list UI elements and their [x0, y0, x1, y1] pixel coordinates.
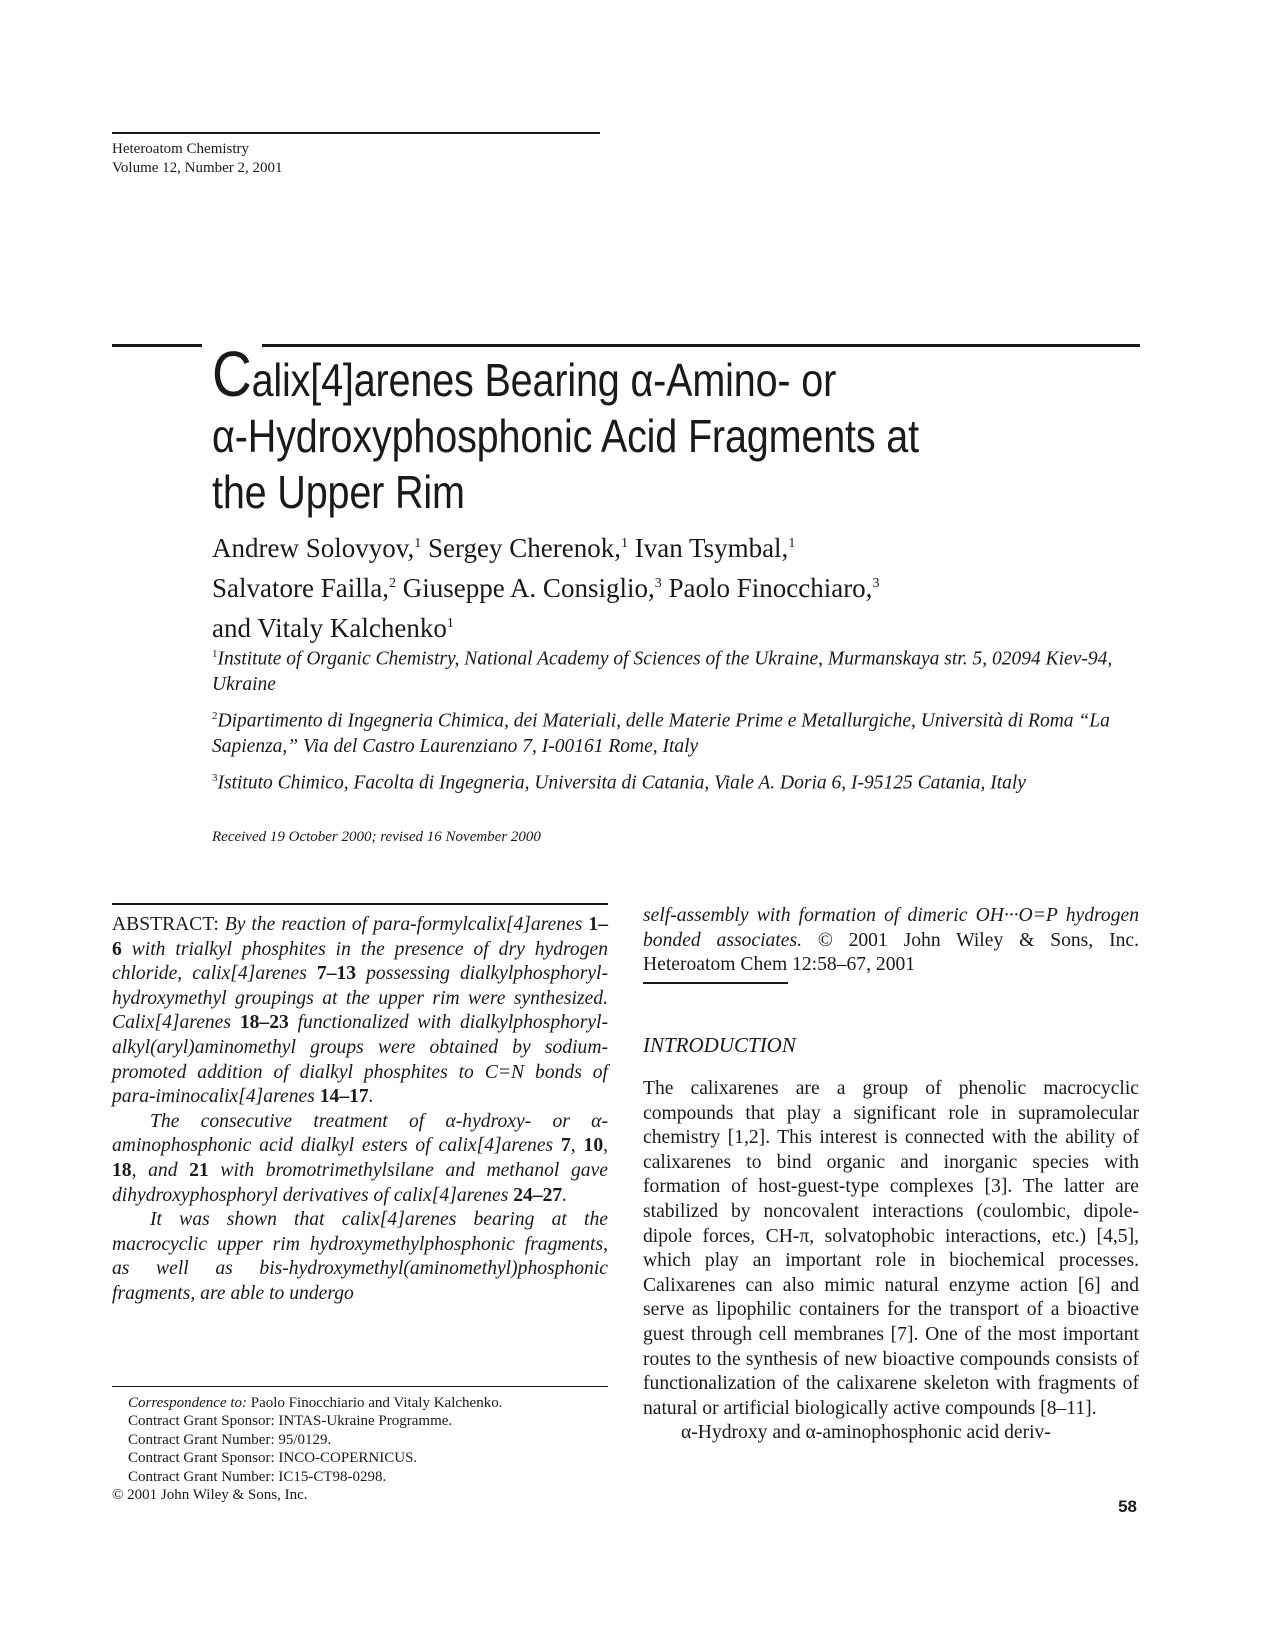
title-drop-cap: C [212, 338, 252, 410]
journal-info [112, 140, 283, 178]
introduction-paragraph-2: α-Hydroxy and α-aminophosphonic acid deriv- [681, 1422, 1051, 1444]
page-number: 58 [1118, 1497, 1137, 1516]
title-line-2: α-Hydroxyphosphonic Acid Fragments at [212, 410, 919, 462]
footnote-rule [112, 1386, 608, 1387]
footnote-grant-2: Contract Grant Number: IC15-CT98-0298. [128, 1468, 387, 1485]
article-title [212, 338, 1003, 520]
introduction-paragraph-1: The calixarenes are a group of phenolic macrocyclic compounds that play a significant role in supramolecular chemistry [1,2]. This interest is connected with the ability of calixarenes to bind organic and inorganic species with formation of host-guest-type complexes [3]. The latter are stabilized by noncovalent interactions (coulombic, dipole-dipole forces, CH-π, solvatophobic interactions, etc.) [4,5], which play an important role in biochemical processes. Calixarenes can also mimic natural enzyme action [6] and serve as lipophilic containers for the transport of a bioactive guest through cell membranes [7]. One of the most important routes to the synthesis of new bioactive compounds consists of functionalization of the calixarene skeleton with fragments of natural or artificial biologically active compounds [8–11]. [643, 1078, 1139, 1419]
abstract-end-rule [643, 982, 788, 984]
journal-volume: Volume 12, Number 2, 2001 [112, 160, 283, 176]
abstract-paragraph-2: The consecutive treatment of α-hydroxy- or α-aminophosphonic acid dialkyl esters of calix[4]arenes 7, 10, 18, and 21 with bromotrimethylsilane and methanol gave dihydroxyphosphoryl derivatives of calix[4]arenes 24–27. [112, 1110, 609, 1206]
introduction-body [643, 1077, 1139, 1446]
abstract-paragraph-3: It was shown that calix[4]arenes bearing at the macrocyclic upper rim hydroxymethylphosphonic fragments, as well as bis-hydroxymethyl(aminomethyl)phosphonic fragments, are able to undergo [112, 1209, 608, 1304]
journal-name: Heteroatom Chemistry [112, 141, 250, 157]
footnote-block [112, 1394, 608, 1504]
footnote-sponsor-1: Contract Grant Sponsor: INTAS-Ukraine Programme. [128, 1413, 453, 1430]
author-list [212, 526, 1092, 646]
footnote-copyright: © 2001 John Wiley & Sons, Inc. [112, 1487, 308, 1504]
abstract-label: ABSTRACT: [112, 914, 219, 935]
footnote-grant-1: Contract Grant Number: 95/0129. [128, 1431, 332, 1448]
author-line-1: Andrew Solovyov,$^1$ Sergey Cherenok,$^1$ Ivan Tsymbal,$^1$ [212, 533, 796, 563]
affiliation-2: $^2$Dipartimento di Ingegneria Chimica, dei Materiali, delle Materie Prime e Metallurgiche, Università di Roma “La Sapienza,” Via del Castro Laurenziano 7, I-00161 Rome, Italy [212, 710, 1110, 757]
footnote-sponsor-2: Contract Grant Sponsor: INCO-COPERNICUS. [128, 1450, 418, 1467]
abstract-continuation: self-assembly with formation of dimeric OH···O=P hydrogen bonded associates. © 2001 John Wiley & Sons, Inc. Heteroatom Chem 12:58–67, 2001 [643, 905, 1139, 976]
received-dates: Received 19 October 2000; revised 16 November 2000 [212, 829, 541, 845]
footnote-correspondence: Correspondence to: Paolo Finocchiario and Vitaly Kalchenko. [128, 1395, 503, 1411]
title-rule-right [262, 344, 1140, 347]
title-rule-left [112, 344, 202, 347]
author-line-2: Salvatore Failla,$^2$ Giuseppe A. Consiglio,$^3$ Paolo Finocchiaro,$^3$ [212, 573, 880, 603]
title-line-3: the Upper Rim [212, 466, 465, 518]
abstract-rule [112, 903, 608, 905]
introduction-heading: INTRODUCTION [643, 1033, 796, 1057]
title-line-1: Calix[4]arenes Bearing α-Amino- or [212, 338, 837, 410]
affiliation-1: $^1$Institute of Organic Chemistry, National Academy of Sciences of the Ukraine, Murmanskaya str. 5, 02094 Kiev-94, Ukraine [212, 648, 1113, 695]
abstract-block [112, 913, 608, 1307]
author-line-3: and Vitaly Kalchenko$^1$ [212, 613, 454, 643]
header-rule [112, 132, 600, 134]
affiliation-3: $^3$Istituto Chimico, Facolta di Ingegneria, Universita di Catania, Viale A. Doria 6, I-95125 Catania, Italy [212, 772, 1026, 794]
abstract-paragraph-1: ABSTRACT: By the reaction of para-formylcalix[4]arenes 1–6 with trialkyl phosphites in the presence of dry hydrogen chloride, calix[4]arenes 7–13 possessing dialkylphosphoryl-hydroxymethyl groupings at the upper rim were synthesized. Calix[4]arenes 18–23 functionalized with dialkylphosphoryl-alkyl(aryl)aminomethyl groups were obtained by sodium-promoted addition of dialkyl phosphites to C=N bonds of para-iminocalix[4]arenes 14–17. [112, 914, 608, 1108]
